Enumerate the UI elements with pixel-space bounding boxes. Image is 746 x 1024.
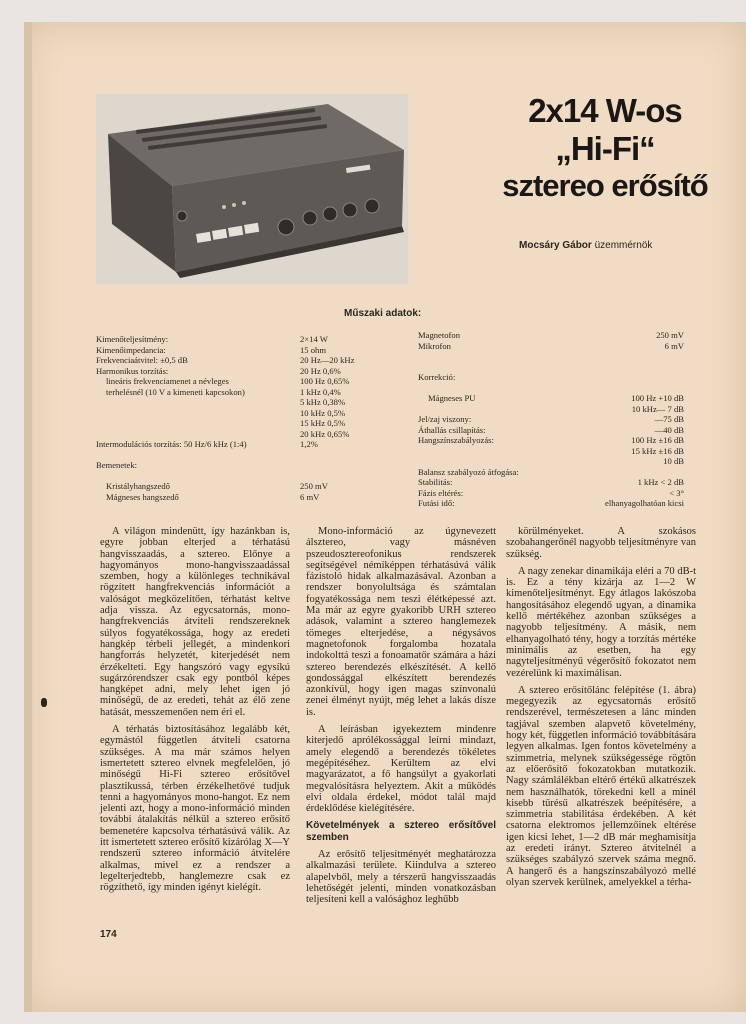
spec-value: 15 kHz 0,5% (300, 418, 346, 428)
specs-right-labels (418, 330, 598, 509)
section-heading: Követelmények a sztereo erősítővel szemben (306, 820, 496, 843)
spec-value (300, 460, 380, 471)
spec-label: terhelésnél (10 V a kimeneti kapcsokon) (106, 386, 245, 397)
spec-value: 10 kHz 0,5% (300, 407, 346, 418)
paragraph: A világon mindenütt, így hazánkban is, egyre jobban elterjed a térhatású hangvisszaadás, a sztereo. Előnye a hagyományos mono-hangvisszaadással szemben, hogy a különleges technikával rögzített hangfrekvenciás információt a valóságot megközelítően, térhatást keltve adja vissza. Az egycsatornás, mono-hangfrekvenciás átviteli rendszereknek súlyos fogyatékossága, hogy az eredeti hangkép térbeli jellegét, a mindenkori hangforrás helyzetét, kiterjedését nem érzékelteti. Egy hangszóró vagy egysíkú sugárzórendszer csak egy pontból képes hangképet adni, mely lehet igen jó minőségű, de az eredeti, tehát az élő zene hatását, messzemenően nem éri el. (100, 526, 290, 718)
spec-label (96, 450, 316, 461)
spec-label: Stabilitás: (418, 477, 453, 487)
title-line-1: 2x14 W-os (528, 92, 682, 129)
spec-value (584, 372, 684, 383)
spec-label (418, 446, 598, 457)
spec-label: Magnetofon (418, 330, 461, 340)
spec-label: Kristályhangszedő (106, 481, 170, 491)
spec-value: 100 Hz 0,65% (300, 376, 350, 386)
spec-label: Futási idő: (418, 498, 455, 508)
spec-value: < 3° (669, 487, 684, 498)
spec-label (96, 408, 316, 419)
page-number: 174 (100, 929, 117, 940)
paragraph: Mono-információ az úgynevezett álsztereo, vagy másnéven pszeudosztereofonikus rendszerek segítségével némiképpen térhatásúvá válik fázistoló hidak alkalmazásával. Azonban a rendszer bonyolultsága és számtalan fogyatékossága nem teszi élétképessé azt. Ma már az egyre gyakoribb URH sztereo adások, valamint a sztereo hanglemezek tömeges elterjedése, a négysávos magnetofonok forgalomba hozatala indokolttá teszi a fonoamatőr számára a házi sztereo berendezés elkészítését. A kellő gondossággal elkészített berendezés azonkívül, hogy igen magas színvonalú zenei élményt nyújt, még lehet a lakás dísze is. (306, 526, 496, 718)
spec-value: 20 Hz—20 kHz (300, 355, 355, 365)
spec-label: lineáris frekvenciamenet a névleges (106, 376, 229, 386)
specs-left-values (300, 334, 380, 502)
spec-label (418, 362, 598, 373)
spec-value: 250 mV (300, 481, 328, 491)
spec-value: 5 kHz 0,38% (300, 397, 346, 407)
text-column-1 (100, 526, 290, 894)
amplifier-illustration (96, 94, 408, 284)
amplifier-photo (96, 94, 408, 284)
paragraph: A leírásban igyekeztem mindenre kiterjedő aprólékossággal leírni mindazt, amely elegendő a berendezés tökéletes megépítéséhez. Kerültem az elvi magyarázatot, a fő hangsúlyt a gyakorlati megvalósításra helyeztem. Akit a működés elvi oldala érdekel, módot talál majd érdeklődése kielégítésére. (306, 724, 496, 815)
spec-label: Balansz szabályozó átfogása: (418, 466, 519, 477)
author-line (519, 240, 652, 251)
spec-value (300, 450, 380, 461)
paragraph: A sztereo erősítőlánc felépítése (1. ábra) megegyezik az egycsatornás erősítő rendszerével, természetesen a lánc minden tagjával szemben alapvető követelmény, hogy két, független információ továbbítására legyen alkalmas. Igen fontos követelmény a szimmetria, melynek szükségessége rögtön az előerősítő fokozatokban mutatkozik. Nagy számlálékban eltérő értékű alkatrészek nem használhatók, törekedni kell a minél kisebb tűrésű alkatrészek beépítésére, a szimmetria stabilitása érdekében. A két csatorna elektromos jellemzőinek eltérése igen kicsi lehet, 1—2 dB már meghamisítja az eredeti irányt. Sztereo átvitelnél a szükséges szabályzó szervek száma megnő. A hangerő és a hangszínszabályozó mellé olyan szervek kerülnek, amelyekkel a térha- (506, 684, 696, 888)
spec-value: 20 kHz 0,65% (300, 428, 350, 439)
spec-label: Mikrofon (418, 340, 451, 351)
spec-label: Fázis eltérés: (418, 487, 464, 498)
magazine-page (24, 22, 746, 1012)
specs-right-values (584, 330, 684, 509)
spec-value: —75 dB (654, 414, 684, 424)
spec-label: Áthallás csillapítás: (418, 424, 486, 435)
spec-value: 1 kHz < 2 dB (637, 477, 684, 487)
spec-label: Intermodulációs torzítás: 50 Hz/6 kHz (1:4) (96, 439, 247, 449)
text-column-2 (306, 526, 496, 906)
spec-label: Hangszínszabályozás: (418, 435, 494, 445)
spec-value: 2×14 W (300, 334, 328, 344)
spec-label: Korrekció: (418, 372, 456, 382)
spec-value: 10 kHz— 7 dB (631, 403, 684, 414)
spec-value: 15 ohm (300, 344, 327, 355)
spec-value: 15 kHz ±16 dB (631, 445, 684, 456)
specs-heading: Műszaki adatok: (344, 308, 422, 319)
binding-hole (41, 698, 47, 707)
spec-value (584, 383, 684, 394)
spec-value: elhanyagolhatóan kicsi (605, 498, 684, 508)
spec-value (584, 467, 684, 478)
paragraph: Az erősítő teljesítményét meghatározza alkalmazási területe. Kiindulva a sztereo alapelvből, mely a térszerű hangvisszaadás lehetőségét jelenti, minden vonatkozásban teljesíteni kell a valósághoz leghűbb (306, 849, 496, 906)
spec-value: 10 dB (663, 456, 684, 466)
spec-value: 1 kHz 0,4% (300, 386, 341, 397)
spec-label: Jel/zaj viszony: (418, 414, 472, 424)
spec-label: Harmonikus torzítás: (96, 365, 169, 376)
spec-label: Frekvenciaátvitel: ±0,5 dB (96, 355, 188, 365)
paragraph: A térhatás biztosításához legalább két, egymástól független átviteli csatorna szükséges. A ma már számos helyen ismertetett sztereo elvnek megfelelően, jó minőségű Hi-Fi sztereo erősítővel plasztikussá, térben érzékelhetővé tudjuk tenni a hagyományos mono-hangot. Ez nem jelenti azt, hogy a mono-információ minden további átalakítás nélkül a sztereo erősítő bemenetére kapcsolva térhatásúvá válik. Az itt ismertetett sztereo erősítő kizárólag X—Y rendszerű sztereo információ átvitelére alkalmas, mivel ez a rendszer a legelterjedtebb, hanglemezre csak ez rögzíthető, így minden igényt kielégít. (100, 724, 290, 894)
spec-label (418, 456, 598, 467)
title-line-3: sztereo erősítő (502, 167, 708, 203)
spec-label (96, 418, 316, 429)
spec-value (584, 362, 684, 373)
article-title (464, 92, 746, 204)
spec-label (418, 404, 598, 415)
spec-label (418, 351, 598, 362)
author-role: üzemmérnök (591, 240, 653, 251)
spec-value: 100 Hz ±16 dB (631, 435, 684, 445)
spec-value (584, 351, 684, 362)
text-column-3 (506, 526, 696, 888)
spec-value: 6 mV (664, 340, 684, 351)
spec-label: Kimenőteljesítmény: (96, 334, 169, 344)
author-name: Mocsáry Gábor (519, 240, 592, 251)
spec-label (96, 471, 316, 482)
spec-label (418, 383, 598, 394)
spec-label: Mágneses hangszedő (106, 491, 179, 502)
paragraph: körülményeket. A szokásos szobahangerőnél nagyobb teljesítményre van szükség. (506, 526, 696, 560)
title-line-2: „Hi-Fi“ (555, 129, 655, 167)
spec-value: 100 Hz +10 dB (631, 393, 684, 403)
spec-label (96, 397, 316, 408)
spec-value (300, 471, 380, 482)
spec-label: Mágneses PU (428, 393, 476, 403)
spec-label: Kimenőimpedancia: (96, 344, 166, 355)
specs-left-labels (96, 334, 316, 502)
spec-label (96, 429, 316, 440)
spec-value: 1,2% (300, 439, 318, 449)
paragraph: A nagy zenekar dinamikája eléri a 70 dB-t is. Ez a tény kizárja az 1—2 W kimenőteljesítményt. Egy átlagos lakószoba hangosításához elegendő ugyan, a dinamika kellő mértékéhez azonban szükséges a nagyobb teljesítmény. A másik, nem elhanyagolható tény, hogy a torzítás mértéke minimális az esetben, ha egy nagyteljesítményű végerősítő fokozatot nem vezérelünk ki maximálisan. (506, 565, 696, 679)
spec-value: 250 mV (656, 330, 684, 340)
page-edge (24, 22, 32, 1012)
spec-value: 6 mV (300, 491, 320, 502)
spec-label: Bemenetek: (96, 460, 138, 470)
spec-value: 20 Hz 0,6% (300, 365, 341, 376)
spec-value: —40 dB (654, 424, 684, 435)
